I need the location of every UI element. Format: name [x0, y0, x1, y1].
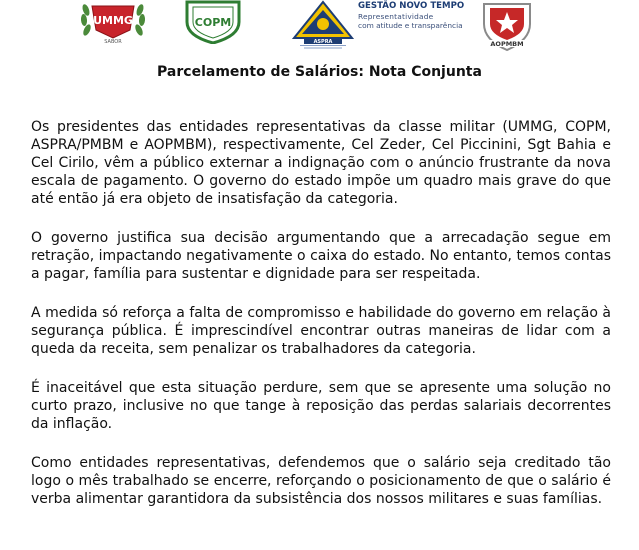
gestao-title: GESTÃO NOVO TEMPO: [358, 1, 465, 11]
paragraph-4: É inaceitável que esta situação perdure, sem que se apresente uma solução no curto prazo, inclusive no que tange à reposição das perdas salariais decorrentes da inflação.: [31, 380, 611, 432]
logo-header: [0, 0, 639, 58]
paragraph-1: Os presidentes das entidades representativas da classe militar (UMMG, COPM, ASPRA/PMBM e AOPMBM), respectivamente, Cel Zeder, Cel Piccinini, Sgt Bahia e Cel Cirilo, vêm a público externar a indignação com o anúncio frustrante da nova escala de pagamento. O governo do estado impõe um quadro mais grave do que até então já era objeto de insatisfação da categoria.: [31, 119, 611, 207]
document-title: Parcelamento de Salários: Nota Conjunta: [157, 64, 482, 80]
copm-logo: [183, 0, 243, 44]
paragraph-5: Como entidades representativas, defendemos que o salário seja creditado tão logo o mês trabalhado se encerre, reforçando o posicionamento de que o salário é verba alimentar garantidora da subsistência dos nossos militares e suas famílias.: [31, 455, 611, 507]
ummg-logo: [78, 0, 148, 44]
document-body: [31, 118, 611, 529]
copm-logo-text: COPM: [194, 16, 232, 29]
aspra-logo: [290, 0, 356, 50]
ummg-logo-text: UMMG: [93, 14, 133, 27]
gestao-subtitle-line2: com atitude e transparência: [358, 21, 463, 30]
aspra-logo-text: ASPRA: [313, 39, 333, 45]
gestao-novo-tempo-block: [358, 0, 466, 30]
ummg-logo-label: SABOR: [104, 39, 122, 44]
aopmbm-logo: [478, 0, 536, 52]
aopmbm-logo-text: AOPMBM: [490, 40, 524, 48]
paragraph-3: A medida só reforça a falta de compromisso e habilidade do governo em relação à segurança pública. É imprescindível encontrar outras maneiras de lidar com a queda da receita, sem penalizar os trabalhadores da categoria.: [31, 305, 611, 357]
gestao-subtitle-line1: Representatividade: [358, 12, 434, 21]
paragraph-2: O governo justifica sua decisão argumentando que a arrecadação segue em retração, impactando negativamente o caixa do estado. No entanto, temos contas a pagar, família para sustentar e dignidade para ser respeitada.: [31, 230, 611, 282]
